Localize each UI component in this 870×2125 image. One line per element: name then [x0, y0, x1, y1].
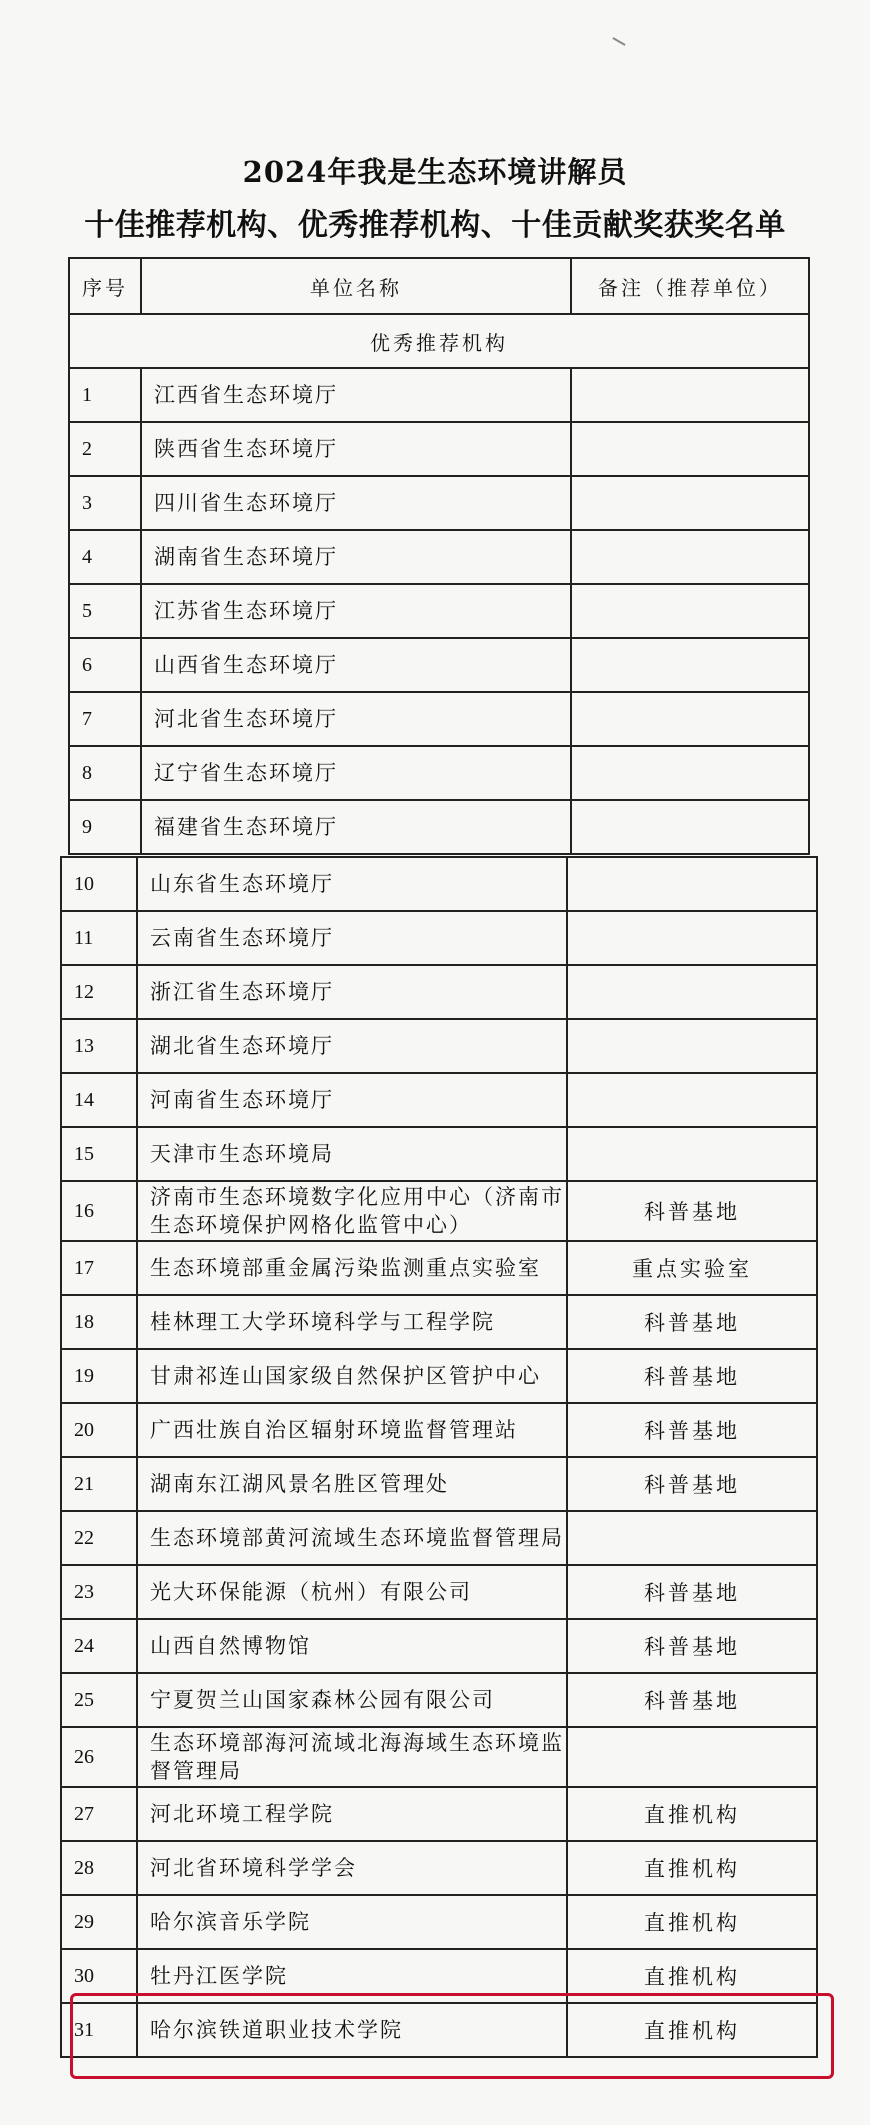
row-note — [567, 1073, 817, 1127]
row-index: 15 — [61, 1127, 137, 1181]
row-index: 23 — [61, 1565, 137, 1619]
row-note: 科普基地 — [567, 1619, 817, 1673]
row-note — [571, 638, 809, 692]
row-note — [567, 1019, 817, 1073]
row-index: 30 — [61, 1949, 137, 2003]
row-note — [571, 692, 809, 746]
row-index: 14 — [61, 1073, 137, 1127]
row-name: 河北环境工程学院 — [137, 1787, 567, 1841]
table-row — [69, 638, 809, 692]
row-index: 21 — [61, 1457, 137, 1511]
row-index: 24 — [61, 1619, 137, 1673]
row-name: 浙江省生态环境厅 — [137, 965, 567, 1019]
row-name: 甘肃祁连山国家级自然保护区管护中心 — [137, 1349, 567, 1403]
table-row — [61, 1841, 817, 1895]
row-note: 科普基地 — [567, 1349, 817, 1403]
table-row — [61, 1457, 817, 1511]
row-note: 直推机构 — [567, 1841, 817, 1895]
row-name: 哈尔滨铁道职业技术学院 — [137, 2003, 567, 2057]
table-row — [61, 1673, 817, 1727]
header-index: 序号 — [69, 258, 141, 314]
highlight-box — [70, 1993, 834, 2079]
row-index: 17 — [61, 1241, 137, 1295]
header-name: 单位名称 — [141, 258, 571, 314]
row-note — [567, 965, 817, 1019]
row-index: 9 — [69, 800, 141, 854]
row-note: 重点实验室 — [567, 1241, 817, 1295]
row-note: 直推机构 — [567, 1895, 817, 1949]
row-index: 25 — [61, 1673, 137, 1727]
row-index: 10 — [61, 857, 137, 911]
row-note: 直推机构 — [567, 2003, 817, 2057]
document-title-line1: 2024年我是生态环境讲解员 — [242, 155, 628, 189]
row-index: 4 — [69, 530, 141, 584]
table-row — [61, 1127, 817, 1181]
row-note — [567, 1511, 817, 1565]
table-row — [61, 1727, 817, 1787]
row-note — [571, 476, 809, 530]
row-name: 广西壮族自治区辐射环境监督管理站 — [137, 1403, 567, 1457]
row-name: 生态环境部海河流域北海海域生态环境监督管理局 — [137, 1727, 567, 1787]
table-row — [61, 1019, 817, 1073]
award-table-part2 — [60, 856, 818, 2058]
row-note: 科普基地 — [567, 1403, 817, 1457]
row-name: 湖北省生态环境厅 — [137, 1019, 567, 1073]
row-name: 生态环境部重金属污染监测重点实验室 — [137, 1241, 567, 1295]
table-row — [61, 911, 817, 965]
row-index: 13 — [61, 1019, 137, 1073]
table-row — [61, 1565, 817, 1619]
row-note — [567, 911, 817, 965]
table-row — [61, 1403, 817, 1457]
row-name: 四川省生态环境厅 — [141, 476, 571, 530]
row-index: 28 — [61, 1841, 137, 1895]
row-index: 22 — [61, 1511, 137, 1565]
table-row — [69, 368, 809, 422]
table-row — [69, 530, 809, 584]
table-row — [69, 800, 809, 854]
table-row — [61, 1511, 817, 1565]
row-index: 19 — [61, 1349, 137, 1403]
row-index: 12 — [61, 965, 137, 1019]
row-name: 牡丹江医学院 — [137, 1949, 567, 2003]
row-index: 18 — [61, 1295, 137, 1349]
row-note: 直推机构 — [567, 1787, 817, 1841]
row-name: 光大环保能源（杭州）有限公司 — [137, 1565, 567, 1619]
table-row — [61, 1619, 817, 1673]
row-note — [571, 422, 809, 476]
table-row — [61, 1895, 817, 1949]
row-name: 山东省生态环境厅 — [137, 857, 567, 911]
section-row — [69, 314, 809, 368]
row-note: 直推机构 — [567, 1949, 817, 2003]
row-name: 湖南省生态环境厅 — [141, 530, 571, 584]
row-name: 宁夏贺兰山国家森林公园有限公司 — [137, 1673, 567, 1727]
table-row — [61, 1295, 817, 1349]
row-name: 湖南东江湖风景名胜区管理处 — [137, 1457, 567, 1511]
row-name: 云南省生态环境厅 — [137, 911, 567, 965]
table-row — [61, 1073, 817, 1127]
row-name: 福建省生态环境厅 — [141, 800, 571, 854]
table-row — [61, 1181, 817, 1241]
row-name: 江西省生态环境厅 — [141, 368, 571, 422]
document-title-line2: 十佳推荐机构、优秀推荐机构、十佳贡献奖获奖名单 — [84, 208, 786, 243]
row-name: 陕西省生态环境厅 — [141, 422, 571, 476]
row-note — [571, 800, 809, 854]
row-note: 科普基地 — [567, 1673, 817, 1727]
row-note — [571, 584, 809, 638]
table-row — [69, 746, 809, 800]
row-index: 1 — [69, 368, 141, 422]
row-note — [567, 857, 817, 911]
row-index: 27 — [61, 1787, 137, 1841]
section-title: 优秀推荐机构 — [69, 314, 809, 368]
row-name: 济南市生态环境数字化应用中心（济南市生态环境保护网格化监管中心） — [137, 1181, 567, 1241]
table-row — [69, 584, 809, 638]
row-index: 26 — [61, 1727, 137, 1787]
table-row — [61, 1241, 817, 1295]
table-row — [69, 476, 809, 530]
row-note — [571, 746, 809, 800]
table-row — [69, 692, 809, 746]
table-row — [61, 965, 817, 1019]
table-row — [61, 1349, 817, 1403]
row-index: 5 — [69, 584, 141, 638]
row-name: 河北省环境科学学会 — [137, 1841, 567, 1895]
row-name: 天津市生态环境局 — [137, 1127, 567, 1181]
row-index: 16 — [61, 1181, 137, 1241]
row-note: 科普基地 — [567, 1565, 817, 1619]
row-index: 20 — [61, 1403, 137, 1457]
row-note: 科普基地 — [567, 1181, 817, 1241]
row-name: 辽宁省生态环境厅 — [141, 746, 571, 800]
row-index: 2 — [69, 422, 141, 476]
row-index: 8 — [69, 746, 141, 800]
row-index: 7 — [69, 692, 141, 746]
row-index: 29 — [61, 1895, 137, 1949]
row-name: 生态环境部黄河流域生态环境监督管理局 — [137, 1511, 567, 1565]
table-row — [61, 857, 817, 911]
row-note — [571, 530, 809, 584]
row-name: 桂林理工大学环境科学与工程学院 — [137, 1295, 567, 1349]
row-note — [571, 368, 809, 422]
row-name: 山西自然博物馆 — [137, 1619, 567, 1673]
table-header-row — [69, 258, 809, 314]
row-note — [567, 1127, 817, 1181]
row-name: 河北省生态环境厅 — [141, 692, 571, 746]
row-name: 河南省生态环境厅 — [137, 1073, 567, 1127]
row-note — [567, 1727, 817, 1787]
award-table-part1 — [68, 257, 810, 855]
table-row — [61, 1787, 817, 1841]
row-index: 6 — [69, 638, 141, 692]
row-note: 科普基地 — [567, 1457, 817, 1511]
row-note: 科普基地 — [567, 1295, 817, 1349]
row-name: 山西省生态环境厅 — [141, 638, 571, 692]
scan-mark — [608, 37, 625, 53]
table-row — [69, 422, 809, 476]
header-note: 备注（推荐单位） — [571, 258, 809, 314]
row-index: 31 — [61, 2003, 137, 2057]
row-index: 11 — [61, 911, 137, 965]
row-name: 哈尔滨音乐学院 — [137, 1895, 567, 1949]
row-index: 3 — [69, 476, 141, 530]
row-name: 江苏省生态环境厅 — [141, 584, 571, 638]
